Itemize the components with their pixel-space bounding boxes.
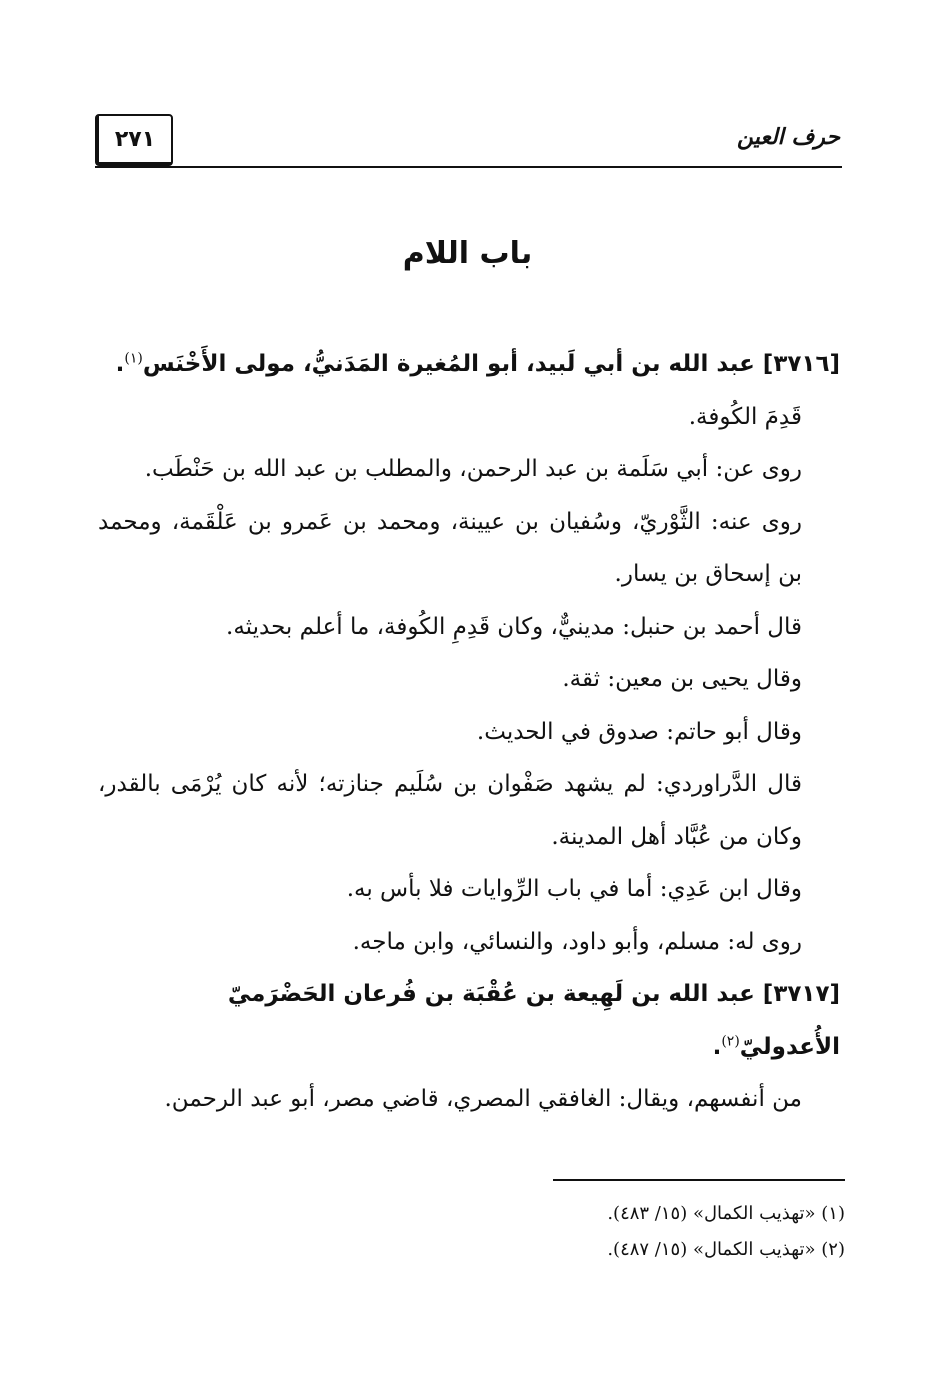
chapter-title: باب اللام [402, 236, 533, 271]
paragraph: قال الدَّراوردي: لم يشهد صَفْوان بن سُلَيم جنازته؛ لأنه كان يُرْمَى بالقدر، وكان من عُبَّاد أهل المدينة. [98, 771, 802, 850]
entry-head-end: . [115, 351, 125, 377]
paragraph: قَدِمَ الكُوفة. [688, 403, 802, 430]
footnote: (١) «تهذيب الكمال» (١٥/ ٤٨٣). [607, 1203, 845, 1224]
entry-heading [98, 338, 840, 391]
paragraph: روى عن: أبي سَلَمة بن عبد الرحمن، والمطلب بن عبد الله بن حَنْطَب. [144, 456, 802, 482]
running-head: حرف العين [736, 124, 840, 150]
body-text [98, 338, 840, 1126]
entry-head-end: . [712, 1033, 722, 1060]
paragraph: وقال ابن عَدِي: أما في باب الرِّوايات فلا بأس به. [346, 876, 802, 902]
entry-heading [98, 968, 840, 1073]
entry-head-text: [٣٧١٧] عبد الله بن لَهِيعة بن عُقْبَة بن فُرعان الحَضْرَميّ الأُعدوليّ [227, 981, 840, 1060]
footnote-rule [553, 1179, 845, 1181]
entry-head-text: [٣٧١٦] عبد الله بن أبي لَبيد، أبو المُغيرة المَدَنيُّ، مولى الأَخْنَس [142, 351, 840, 377]
footnote-ref: (١) [124, 350, 143, 367]
page-header [95, 108, 840, 170]
footnotes [450, 1196, 845, 1268]
footnote-ref: (٢) [721, 1032, 740, 1049]
paragraph: روى عنه: الثَّوْريّ، وسُفيان بن عيينة، ومحمد بن عَمرو بن عَلْقَمة، ومحمد بن إسحاق بن يسار. [98, 508, 802, 587]
paragraph: روى له: مسلم، وأبو داود، والنسائي، وابن ماجه. [352, 928, 802, 955]
page-number: ٢٧١ [95, 114, 173, 166]
header-rule [95, 166, 842, 168]
paragraph: وقال أبو حاتم: صدوق في الحديث. [476, 718, 802, 745]
paragraph: وقال يحيى بن معين: ثقة. [562, 666, 802, 692]
paragraph: قال أحمد بن حنبل: مدينيٌّ، وكان قَدِمِ الكُوفة، ما أعلم بحديثه. [226, 613, 802, 640]
paragraph: من أنفسهم، ويقال: الغافقي المصري، قاضي مصر، أبو عبد الرحمن. [164, 1086, 802, 1112]
footnote: (٢) «تهذيب الكمال» (١٥/ ٤٨٧). [607, 1239, 845, 1260]
